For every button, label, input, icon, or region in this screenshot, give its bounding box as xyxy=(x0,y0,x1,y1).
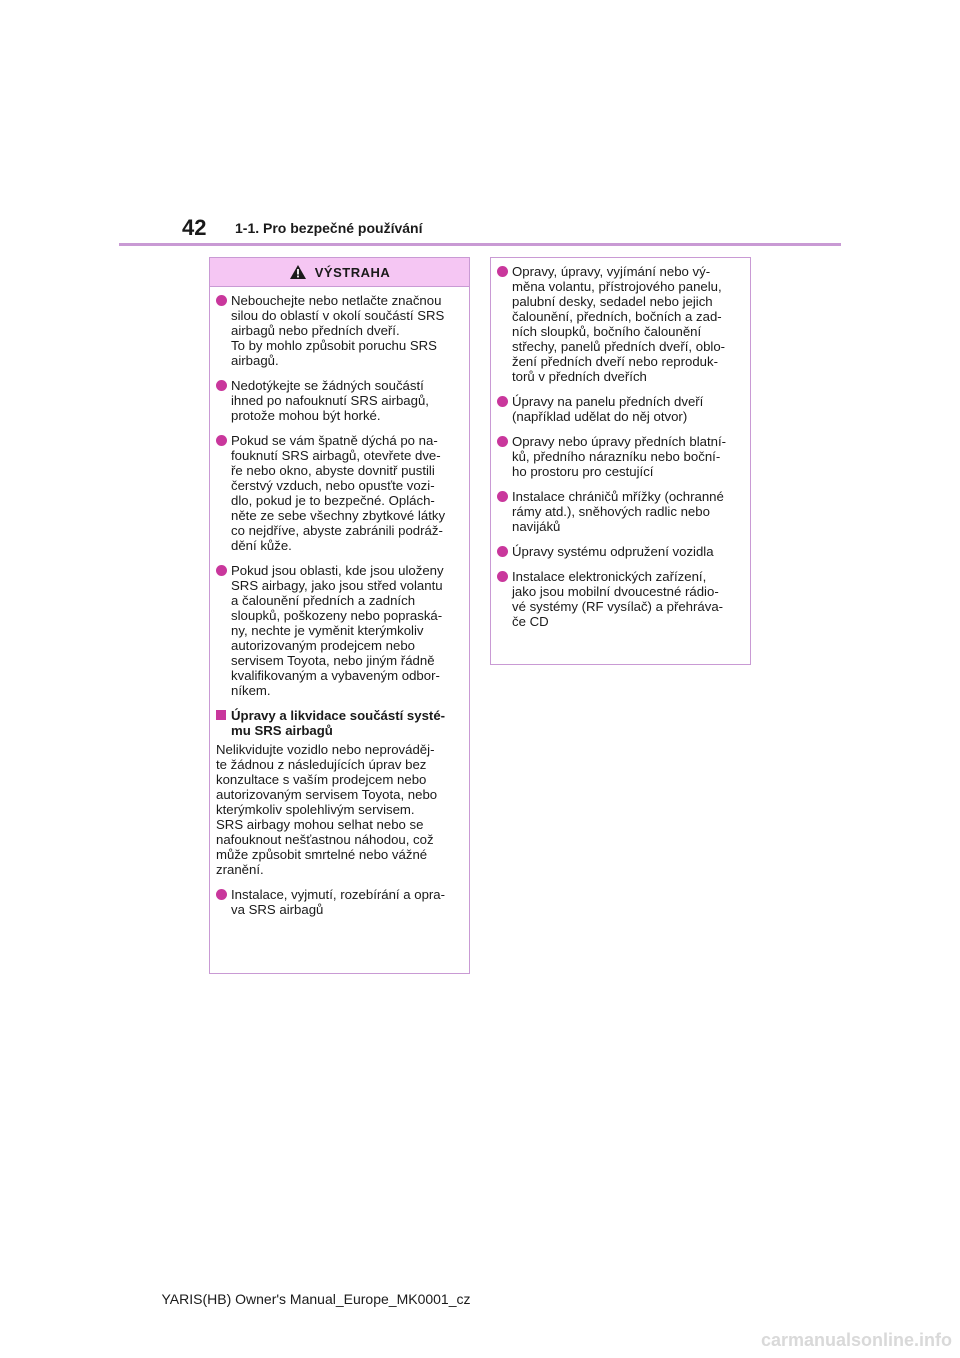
bullet-icon xyxy=(497,396,508,407)
list-item: Pokud jsou oblasti, kde jsou uloženy SRS airbagy, jako jsou střed volantu a čalounění předních a zadních sloupků, poškozeny nebo popraská- ny, nechte je vyměnit kterýmkoliv autorizovaným prodejcem nebo servisem Toyota, nebo jiným řádně kvalifikovaným a vybaveným odbor- níkem. xyxy=(216,563,463,698)
bullet-icon xyxy=(216,435,227,446)
bullet-icon xyxy=(497,491,508,502)
paragraph: Nelikvidujte vozidlo nebo neprováděj- te žádnou z následujících úprav bez konzultace s vaším prodejcem nebo autorizovaným servisem Toyota, nebo kterýmkoliv spolehlivým servisem. SRS airbagy mohou selhat nebo se nafouknout nešťastnou náhodou, což může způsobit smrtelné nebo vážné zranění. xyxy=(216,742,438,877)
page-number: 42 xyxy=(182,215,207,240)
bullet-icon xyxy=(497,436,508,447)
square-bullet-icon xyxy=(216,710,226,720)
list-item: Nedotýkejte se žádných součástí ihned po nafouknutí SRS airbagů, protože mohou být horké. xyxy=(216,378,463,423)
list-item: Úpravy na panelu předních dveří (například udělat do něj otvor) xyxy=(497,394,744,424)
list-item: Instalace, vyjmutí, rozebírání a opra- va SRS airbagů xyxy=(216,887,463,917)
list-item: Opravy, úpravy, vyjímání nebo vý- měna volantu, přístrojového panelu, palubní desky, sedadel nebo jejich čalounění, předních, bočních a zad- ních sloupků, bočního čalounění střechy, panelů předních dveří, oblo- žení předních dveří nebo reproduk- torů v předních dveřích xyxy=(497,264,744,384)
bullet-icon xyxy=(216,889,227,900)
list-item: Instalace chráničů mřížky (ochranné rámy atd.), sněhových radlic nebo navijáků xyxy=(497,489,744,534)
section-title: 1-1. Pro bezpečné používání xyxy=(235,220,423,236)
bullet-icon xyxy=(216,295,227,306)
bullet-icon xyxy=(497,266,508,277)
warning-panel-right xyxy=(490,257,751,665)
warning-header xyxy=(210,258,469,287)
subheading: Úpravy a likvidace součástí systé- mu SRS airbagů xyxy=(216,708,463,738)
warning-title: VÝSTRAHA xyxy=(314,264,391,280)
bullet-icon xyxy=(216,565,227,576)
warning-triangle-icon xyxy=(289,264,307,280)
bullet-icon xyxy=(497,546,508,557)
warning-panel-left xyxy=(209,257,470,974)
list-item: Nebouchejte nebo netlačte značnou silou do oblastí v okolí součástí SRS airbagů nebo předních dveří. To by mohlo způsobit poruchu SRS airbagů. xyxy=(216,293,463,368)
bullet-icon xyxy=(497,571,508,582)
list-item: Úpravy systému odpružení vozidla xyxy=(497,544,744,559)
footer-manual-name: YARIS(HB) Owner's Manual_Europe_MK0001_cz xyxy=(161,1291,471,1307)
footer-watermark: carmanualsonline.info xyxy=(760,1330,952,1350)
bullet-icon xyxy=(216,380,227,391)
list-item: Opravy nebo úpravy předních blatní- ků, předního nárazníku nebo boční- ho prostoru pro cestující xyxy=(497,434,744,479)
header-rule xyxy=(119,243,841,246)
list-item: Instalace elektronických zařízení, jako jsou mobilní dvoucestné rádio- vé systémy (RF vysílač) a přehráva- če CD xyxy=(497,569,744,629)
list-item: Pokud se vám špatně dýchá po na- fouknutí SRS airbagů, otevřete dve- ře nebo okno, abyste dovnitř pustili čerstvý vzduch, nebo opusťte vozi- dlo, pokud je to bezpečné. Oplách- něte ze sebe všechny zbytkové látky co nejdříve, abyste zabránili podráž- dění kůže. xyxy=(216,433,463,553)
